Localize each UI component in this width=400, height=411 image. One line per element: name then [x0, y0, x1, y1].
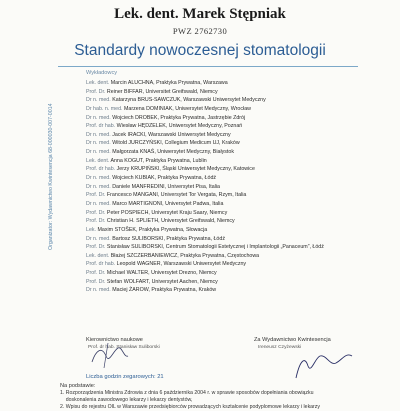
- lecturer-title: Dr n. med.: [86, 200, 111, 207]
- lecturer-title: Dr n. med.: [86, 140, 111, 147]
- clock-hours: Liczba godzin zegarowych: 21: [86, 374, 164, 380]
- lecturer-item: [86, 148, 386, 157]
- lecturer-title: Lek. dent.: [86, 157, 110, 164]
- publisher-name: Ireneusz Czyżewski: [258, 345, 302, 350]
- lecturer-item: [86, 122, 386, 131]
- lecturer-details: Michael WALTER, Universytet Drezno, Niemcy: [106, 270, 217, 277]
- lecturer-title: Dr hab. n. med.: [86, 105, 123, 112]
- lecturer-details: Błażej SZCZERBANIEWICZ, Praktyka Prywatna, Częstochowa: [110, 252, 260, 259]
- lecturer-title: Prof. Dr.: [86, 244, 106, 251]
- lecturer-details: Christian H. SPLIETH, Universytet Greifswald, Niemcy: [106, 218, 235, 225]
- lecturer-details: Jerzy KRUPIŃSKI, Śląski Uniwersytet Medyczny, Katowice: [116, 166, 255, 173]
- lecturer-item: [86, 165, 386, 174]
- lecturer-item: [86, 235, 386, 244]
- lecturer-item: [86, 243, 386, 252]
- legal-basis-item: doskonalenia zawodowego lekarzy i lekarzy dentystów,: [60, 397, 193, 403]
- lecturer-item: [86, 139, 386, 148]
- lecturer-title: Prof. Dr.: [86, 88, 106, 95]
- lecturer-title: Lek.: [86, 226, 97, 233]
- lecturer-item: [86, 252, 386, 261]
- lecturer-details: Maxim STOŠEK, Praktyka Prywatna, Słowacja: [97, 226, 208, 233]
- lecturer-item: [86, 226, 386, 235]
- lecturer-item: [86, 183, 386, 192]
- lecturer-item: [86, 105, 386, 114]
- lecturer-title: Prof. Dr.: [86, 270, 106, 277]
- legal-basis-list: [60, 390, 320, 411]
- lecturer-item: [86, 96, 386, 105]
- legal-basis-item: 2. Wpisu do rejestru OIL w Warszawie przedsiębiorców prowadzących kształcenie podyplomowe lekarzy i lekarzy: [60, 404, 320, 410]
- lecturer-details: Marzena DOMINIAK, Uniwersytet Medyczny, Wrocław: [124, 105, 251, 112]
- lecturer-item: [86, 286, 386, 295]
- lecturer-title: Prof. dr hab.: [86, 123, 116, 130]
- owner-name: Lek. dent. Marek Stępniak: [114, 6, 286, 22]
- lecturer-title: Dr n. med.: [86, 183, 111, 190]
- lecturer-title: Prof. Dr.: [86, 278, 106, 285]
- lecturer-details: Stanisław SULIBORSKI, Centrum Stomatologii Estetycznej i Implantologii „Panaceum”, Łódź: [106, 244, 324, 251]
- lecturer-details: Katarzyna BRUS-SAWCZUK, Warszawski Uniwersytet Medyczny: [112, 97, 266, 104]
- lecturer-details: Reiner BIFFAR, Universitet Greifswald, Niemcy: [106, 88, 218, 95]
- lecturer-details: Witold JURCZYŃSKI, Collegium Medicum UJ, Kraków: [112, 140, 240, 147]
- lecturer-details: Wiesław HĘDZELEK, Uniwersytet Medyczny, Poznań: [116, 123, 243, 130]
- lecturer-item: [86, 200, 386, 209]
- lecturer-title: Prof. Dr.: [86, 192, 106, 199]
- lecturer-details: Wojciech KUBIAK, Praktyka Prywatna, Łódź: [112, 175, 217, 182]
- lecturer-item: [86, 114, 386, 123]
- lecturer-item: [86, 278, 386, 287]
- lecturer-title: Prof. Dr.: [86, 209, 106, 216]
- lecturer-details: Marco MARTIGNONI, Universytet Padwa, Italia: [112, 200, 224, 207]
- lecturer-title: Prof. Dr.: [86, 218, 106, 225]
- lecturer-details: Maciej ŻAROW, Praktyka Prywatna, Kraków: [112, 287, 217, 294]
- lecturer-item: [86, 174, 386, 183]
- lecturer-details: Leopold WAGNER, Warszawski Uniwersytet Medyczny: [116, 261, 247, 268]
- lecturer-title: Lek. dent.: [86, 252, 110, 259]
- legal-basis-label: Na podstawie:: [60, 383, 96, 389]
- lecturer-details: Anna KOGUT, Praktyka Prywatna, Lublin: [110, 157, 207, 164]
- lecturers-list: [86, 79, 386, 295]
- lecturers-heading: Wykładowcy: [86, 70, 118, 76]
- legal-basis-item: 1. Rozporządzenia Ministra Zdrowia z dnia 6 października 2004 r. w sprawie sposobów dopełniania obowiązku: [60, 390, 314, 396]
- lecturer-title: Dr n. med.: [86, 287, 111, 294]
- lecturer-details: Daniele MANFREDINI, Universytet Pisa, Italia: [112, 183, 220, 190]
- lecturer-details: Peter POSPIECH, Universytet Kraju Saary, Niemcy: [106, 209, 228, 216]
- scientific-management-name: Prof. dr hab. Stanisław Suliborski: [88, 345, 160, 350]
- lecturer-details: Wojciech DROBEK, Praktyka Prywatna, Jastrzębie Zdrój: [112, 114, 246, 121]
- scientific-management-label: Kierownictwo naukowe: [86, 337, 143, 343]
- publisher-signature: [296, 355, 352, 378]
- lecturer-item: [86, 269, 386, 278]
- document-title: Standardy nowoczesnej stomatologii: [74, 42, 326, 59]
- organizer-vertical-text: Organizator: Wydawnictwo Kwintesencja 68-000030-007-0014: [48, 103, 54, 251]
- lecturer-details: Jacek IRACKI, Warszawski Uniwersytet Medyczny: [112, 131, 231, 138]
- lecturer-details: Marcin ALUCHNA, Praktyka Prywatna, Warszawa: [110, 80, 228, 86]
- pwz-number: PWZ 2762730: [172, 26, 228, 36]
- lecturer-details: Małgorzata KNAŚ, Uniwersytet Medyczny, Białystok: [112, 149, 234, 156]
- lecturer-item: [86, 191, 386, 200]
- lecturer-item: [86, 88, 386, 97]
- lecturer-item: [86, 157, 386, 166]
- lecturer-item: [86, 131, 386, 140]
- lecturer-title: Dr n. med.: [86, 175, 111, 182]
- lecturer-title: Prof. dr hab.: [86, 261, 116, 268]
- lecturer-title: Dr n. med.: [86, 97, 111, 104]
- lecturer-title: Lek. dent.: [86, 80, 110, 86]
- lecturer-item: [86, 209, 386, 218]
- lecturer-title: Prof. dr hab.: [86, 166, 116, 173]
- lecturer-title: Dr n. med.: [86, 235, 111, 242]
- publisher-label: Za Wydawnictwo Kwintesencja: [254, 337, 331, 343]
- lecturer-item: [86, 260, 386, 269]
- lecturer-item: [86, 79, 386, 88]
- title-divider: [58, 66, 358, 67]
- lecturer-details: Bartosz SULIBORSKI, Praktyka Prywatna, Łódź: [112, 235, 225, 242]
- lecturer-title: Dr n. med.: [86, 131, 111, 138]
- lecturer-title: Dr n. med.: [86, 149, 111, 156]
- lecturer-title: Dr n. med.: [86, 114, 111, 121]
- lecturer-details: Francesco MANGANI, Universytet Tor Vergata, Rzym, Italia: [106, 192, 247, 199]
- lecturer-item: [86, 217, 386, 226]
- lecturer-details: Stefan WOLFART, Universytet Aachen, Niemcy: [106, 278, 218, 285]
